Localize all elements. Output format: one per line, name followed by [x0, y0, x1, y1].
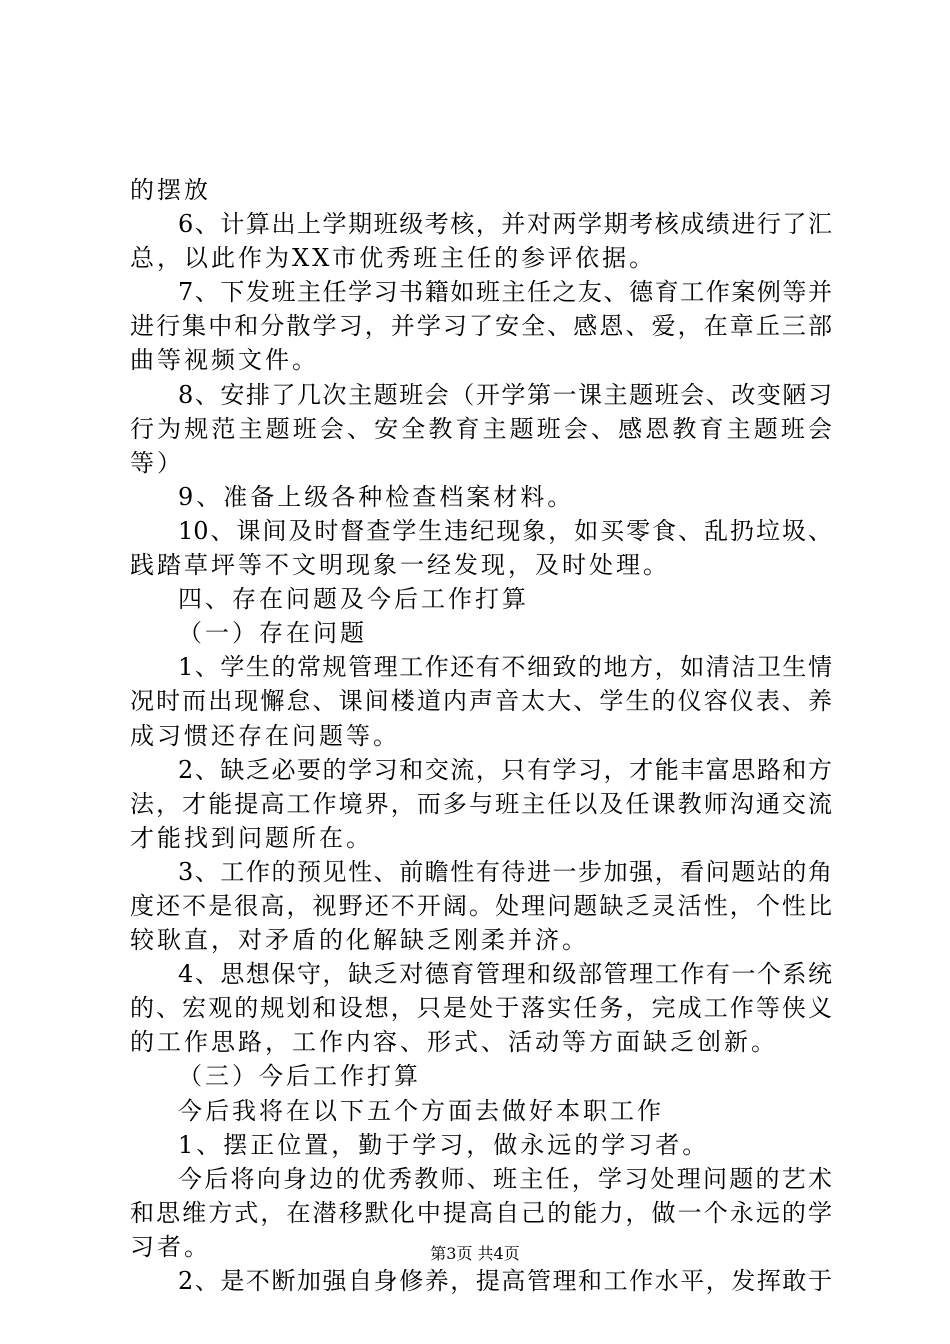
text-line: 今后我将在以下五个方面去做好本职工作: [178, 1096, 664, 1125]
text-line: （一）存在问题: [178, 619, 367, 648]
text-line: 成习惯还存在问题等。: [130, 721, 400, 750]
text-line: 行为规范主题班会、安全教育主题班会、感恩教育主题班会: [130, 414, 832, 443]
text-line: 4、思想保守，缺乏对德育管理和级部管理工作有一个系统: [178, 960, 832, 989]
text-line: （三）今后工作打算: [178, 1062, 421, 1091]
text-line: 2、缺乏必要的学习和交流，只有学习，才能丰富思路和方: [178, 755, 832, 784]
text-line: 等）: [130, 448, 184, 477]
text-line: 10、课间及时督查学生违纪现象，如买零食、乱扔垃圾、: [178, 516, 832, 545]
text-line: 的摆放: [130, 176, 211, 204]
text-line: 法，才能提高工作境界，而多与班主任以及任课教师沟通交流: [130, 789, 832, 818]
text-line: 度还不是很高，视野还不开阔。处理问题缺乏灵活性，个性比: [130, 891, 832, 920]
text-line: 9、准备上级各种检查档案材料。: [178, 482, 575, 511]
text-line: 1、摆正位置，勤于学习，做永远的学习者。: [178, 1130, 710, 1159]
text-line: 8、安排了几次主题班会（开学第一课主题班会、改变陋习: [178, 380, 832, 409]
text-line: 3、工作的预见性、前瞻性有待进一步加强，看问题站的角: [178, 857, 832, 886]
text-line: 的、宏观的规划和设想，只是处于落实任务，完成工作等侠义: [130, 994, 832, 1023]
text-line: 2、是不断加强自身修养，提高管理和工作水平，发挥敢于: [178, 1267, 832, 1295]
text-line: 7、下发班主任学习书籍如班主任之友、德育工作案例等并: [178, 278, 832, 307]
text-line: 6、计算出上学期班级考核，并对两学期考核成绩进行了汇: [178, 210, 832, 239]
text-line: 1、学生的常规管理工作还有不细致的地方，如清洁卫生情: [178, 653, 832, 682]
text-line: 践踏草坪等不文明现象一经发现，及时处理。: [130, 551, 670, 580]
text-line: 较耿直，对矛盾的化解缺乏刚柔并济。: [130, 926, 589, 955]
text-line: 的工作思路，工作内容、形式、活动等方面缺乏创新。: [130, 1028, 778, 1057]
text-line: 进行集中和分散学习，并学习了安全、感恩、爱，在章丘三部: [130, 312, 832, 341]
document-body: [130, 173, 832, 1298]
page-number: 第3页 共4页: [430, 1244, 520, 1263]
text-line: 况时而出现懈怠、课间楼道内声音太大、学生的仪容仪表、养: [130, 687, 832, 716]
text-line: 总，以此作为XX市优秀班主任的参评依据。: [130, 244, 657, 273]
text-line: 今后将向身边的优秀教师、班主任，学习处理问题的艺术: [178, 1164, 832, 1193]
text-line: 才能找到问题所在。: [130, 823, 373, 852]
text-line: 曲等视频文件。: [130, 346, 319, 375]
text-line: 和思维方式，在潜移默化中提高自己的能力，做一个永远的学: [130, 1198, 832, 1227]
text-line: 四、存在问题及今后工作打算: [178, 585, 529, 614]
page-footer: [0, 1243, 950, 1265]
text-line: 习者。: [130, 1232, 211, 1261]
